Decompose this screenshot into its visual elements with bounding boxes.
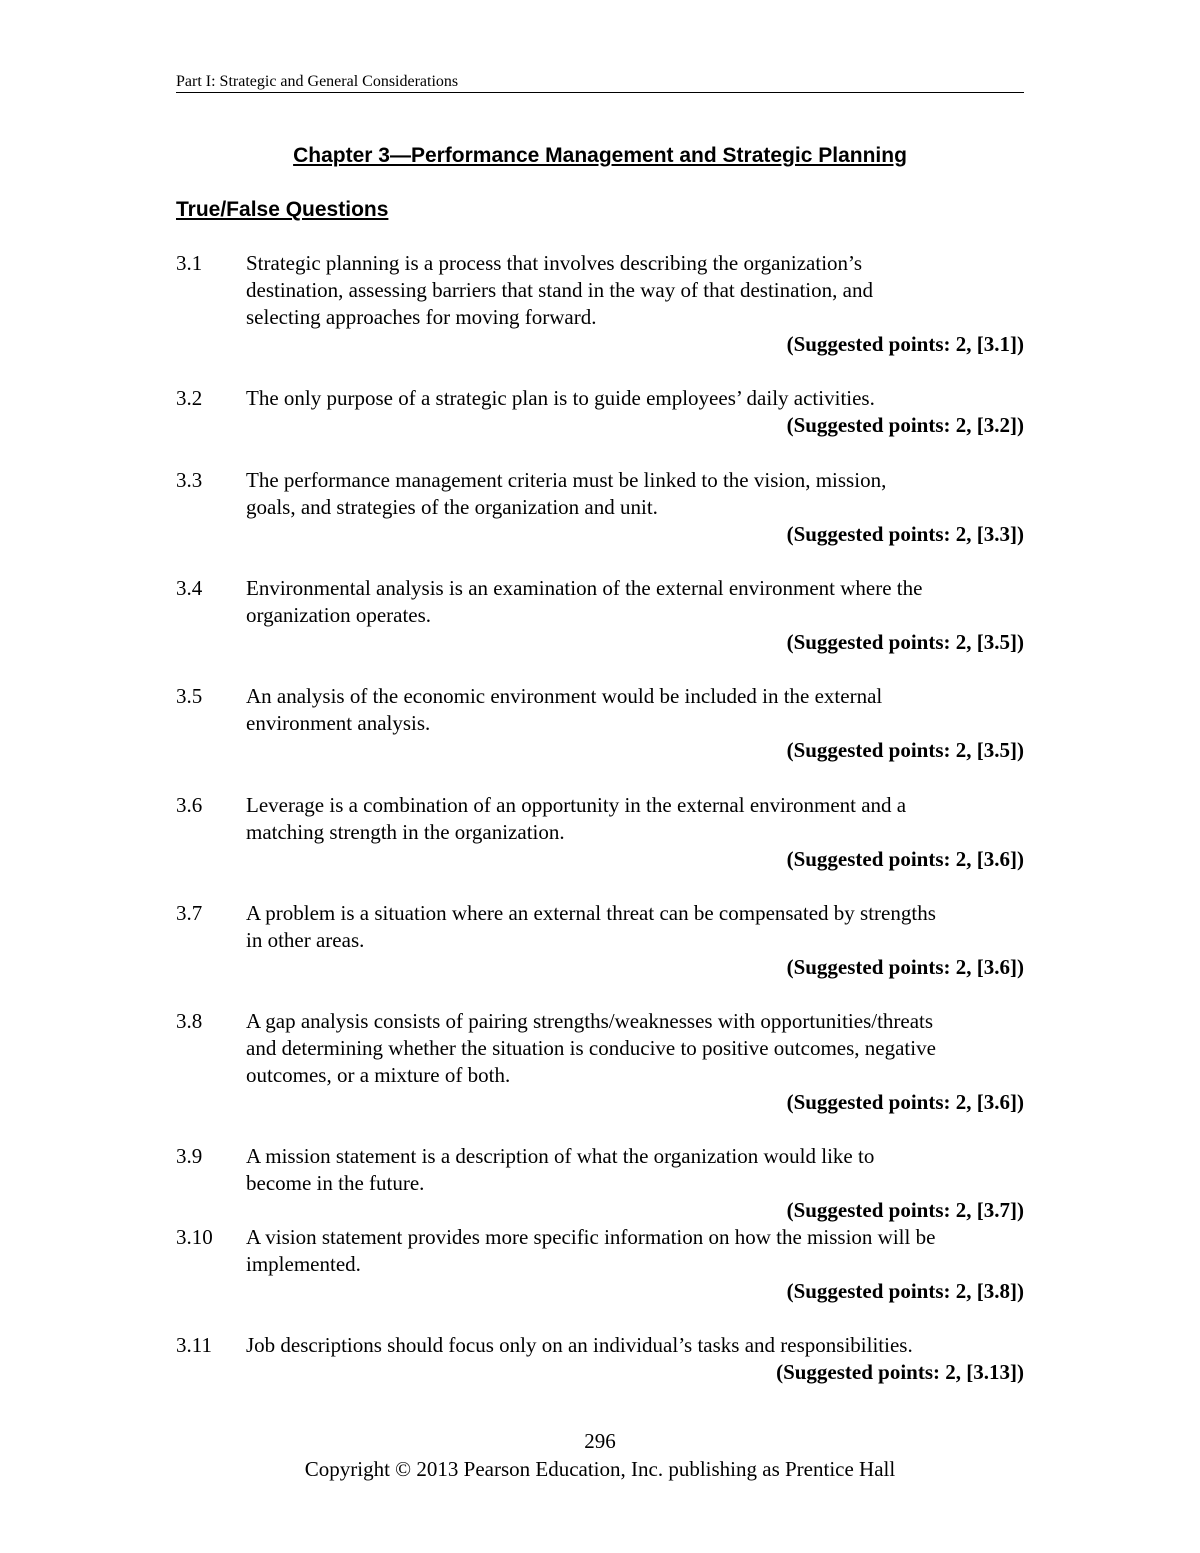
question-text: Environmental analysis is an examination of the external environment where the organization operates. <box>246 576 923 627</box>
question-text: A vision statement provides more specific information on how the mission will be implemented. <box>246 1225 936 1276</box>
question-item <box>176 467 1024 548</box>
question-number: 3.3 <box>176 468 203 492</box>
question-item <box>176 1008 1024 1116</box>
question-number: 3.5 <box>176 684 203 708</box>
question-number: 3.2 <box>176 386 203 410</box>
question-text: The only purpose of a strategic plan is to guide employees’ daily activities. <box>246 386 875 410</box>
question-number: 3.1 <box>176 251 203 275</box>
question-item <box>176 792 1024 873</box>
question-number: 3.7 <box>176 901 203 925</box>
question-number: 3.9 <box>176 1144 203 1168</box>
suggested-points: (Suggested points: 2, [3.8]) <box>786 1279 1024 1303</box>
question-text: A gap analysis consists of pairing strengths/weaknesses with opportunities/threats and determining whether the situation is conducive to positive outcomes, negative outcomes, or a mixture of both. <box>246 1009 936 1087</box>
question-item <box>176 250 1024 358</box>
running-head-text: Part I: Strategic and General Considerations <box>176 73 459 90</box>
question-text: Job descriptions should focus only on an individual’s tasks and responsibilities. <box>246 1333 913 1357</box>
question-text: A mission statement is a description of what the organization would like to become in the future. <box>246 1144 875 1195</box>
copyright-notice: Copyright © 2013 Pearson Education, Inc. publishing as Prentice Hall <box>304 1457 896 1481</box>
suggested-points: (Suggested points: 2, [3.5]) <box>786 738 1024 762</box>
suggested-points: (Suggested points: 2, [3.6]) <box>786 955 1024 979</box>
suggested-points: (Suggested points: 2, [3.6]) <box>786 1090 1024 1114</box>
question-item <box>176 1143 1024 1224</box>
question-number: 3.10 <box>176 1225 213 1249</box>
question-text: Leverage is a combination of an opportunity in the external environment and a matching strength in the organization. <box>246 793 907 844</box>
suggested-points: (Suggested points: 2, [3.2]) <box>786 413 1024 437</box>
question-item <box>176 900 1024 981</box>
question-number: 3.4 <box>176 576 203 600</box>
running-header <box>176 72 1024 93</box>
question-number: 3.6 <box>176 793 203 817</box>
suggested-points: (Suggested points: 2, [3.3]) <box>786 522 1024 546</box>
question-number: 3.8 <box>176 1009 203 1033</box>
suggested-points: (Suggested points: 2, [3.13]) <box>776 1360 1024 1384</box>
section-title: True/False Questions <box>176 198 389 221</box>
question-text: A problem is a situation where an external threat can be compensated by strengths in other areas. <box>246 901 936 952</box>
question-text: Strategic planning is a process that involves describing the organization’s destination, assessing barriers that stand in the way of that destination, and selecting approaches for moving forward. <box>246 251 873 329</box>
suggested-points: (Suggested points: 2, [3.1]) <box>786 332 1024 356</box>
suggested-points: (Suggested points: 2, [3.6]) <box>786 847 1024 871</box>
suggested-points: (Suggested points: 2, [3.5]) <box>786 630 1024 654</box>
chapter-title: Chapter 3—Performance Management and Strategic Planning <box>293 144 907 167</box>
question-item <box>176 1224 1024 1305</box>
question-text: The performance management criteria must be linked to the vision, mission, goals, and strategies of the organization and unit. <box>246 468 887 519</box>
question-number: 3.11 <box>176 1333 212 1357</box>
question-item <box>176 683 1024 764</box>
question-item <box>176 385 1024 439</box>
question-text: An analysis of the economic environment would be included in the external environment analysis. <box>246 684 883 735</box>
question-item <box>176 575 1024 656</box>
question-item <box>176 1332 1024 1386</box>
page-number: 296 <box>584 1429 616 1453</box>
suggested-points: (Suggested points: 2, [3.7]) <box>786 1198 1024 1222</box>
